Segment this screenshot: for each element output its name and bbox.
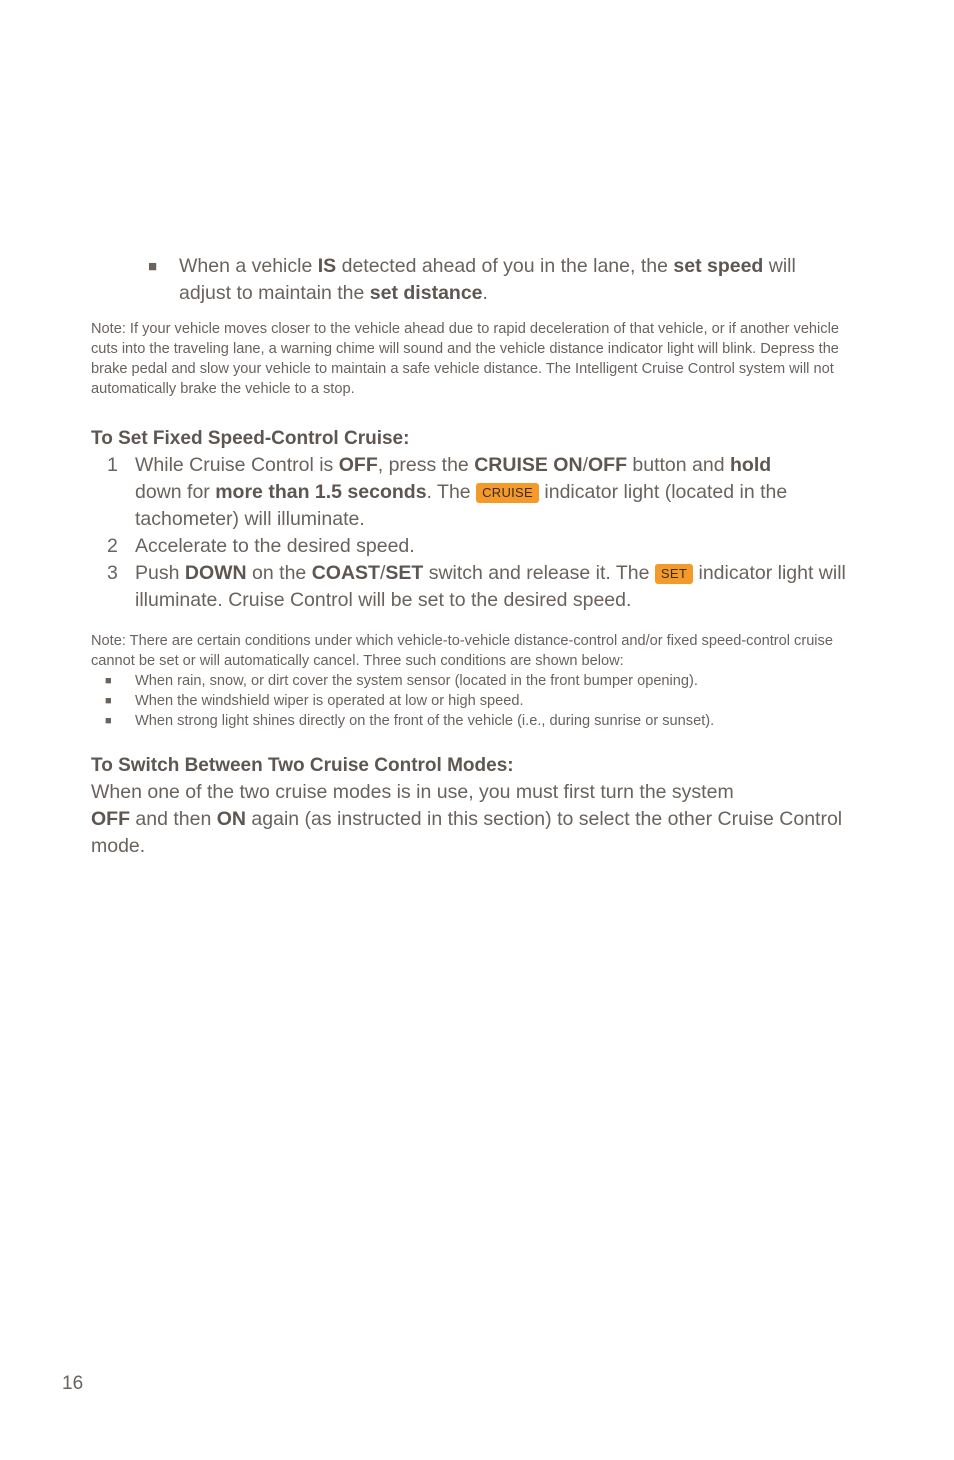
step-number: 2 bbox=[107, 535, 118, 557]
heading-fixed-speed: To Set Fixed Speed-Control Cruise: bbox=[91, 428, 410, 449]
step-item: 3 Push DOWN on the COAST/SET switch and release it. The SET indicator light will illuminate. Cruise Control will be set to the desired speed. bbox=[107, 562, 846, 611]
bullet-marker: ■ bbox=[148, 258, 158, 275]
heading-switch-modes: To Switch Between Two Cruise Control Modes: bbox=[91, 755, 514, 776]
page-number: 16 bbox=[62, 1373, 84, 1394]
note-conditions: Note: There are certain conditions under which vehicle-to-vehicle distance-control and/or fixed speed-control cruise cannot be set or will automatically cancel. Three such conditions are shown below: bbox=[91, 633, 833, 669]
step-item: 2 Accelerate to the desired speed. bbox=[91, 533, 851, 560]
bullet-marker: ■ bbox=[105, 695, 112, 707]
bullet-marker: ■ bbox=[105, 675, 112, 687]
steps-list bbox=[91, 452, 851, 614]
conditions-list bbox=[91, 671, 851, 731]
list-item: ■ When the windshield wiper is operated at low or high speed. bbox=[105, 693, 524, 709]
step-item: 1 While Cruise Control is OFF, press the CRUISE ON/OFF button and hold down for more than 1.5 seconds. The CRUISE indicator light (located in the tachometer) will illuminate. bbox=[107, 454, 788, 530]
bullet-marker: ■ bbox=[105, 715, 112, 727]
set-indicator-icon: SET bbox=[655, 564, 693, 584]
bullet-text: When a vehicle IS detected ahead of you in the lane, the set speed will adjust to maintain the set distance. bbox=[179, 255, 796, 304]
step-number: 3 bbox=[107, 562, 118, 584]
list-item: ■ When rain, snow, or dirt cover the system sensor (located in the front bumper opening). bbox=[105, 673, 698, 689]
bullet-set-speed bbox=[148, 253, 828, 307]
note-warning-chime: Note: If your vehicle moves closer to the vehicle ahead due to rapid deceleration of that vehicle, or if another vehicle cuts into the traveling lane, a warning chime will sound and the vehicle distance indicator light will blink. Depress the brake pedal and slow your vehicle to maintain a safe vehicle distance. The Intelligent Cruise Control system will not automatically brake the vehicle to a stop. bbox=[91, 321, 839, 397]
list-item: ■ When strong light shines directly on the front of the vehicle (i.e., during sunrise or sunset). bbox=[105, 713, 715, 729]
paragraph-switch-modes: When one of the two cruise modes is in use, you must first turn the system OFF and then ON again (as instructed in this section) to select the other Cruise Control mode. bbox=[91, 781, 843, 857]
step-number: 1 bbox=[107, 454, 118, 476]
cruise-indicator-icon: CRUISE bbox=[476, 483, 539, 503]
